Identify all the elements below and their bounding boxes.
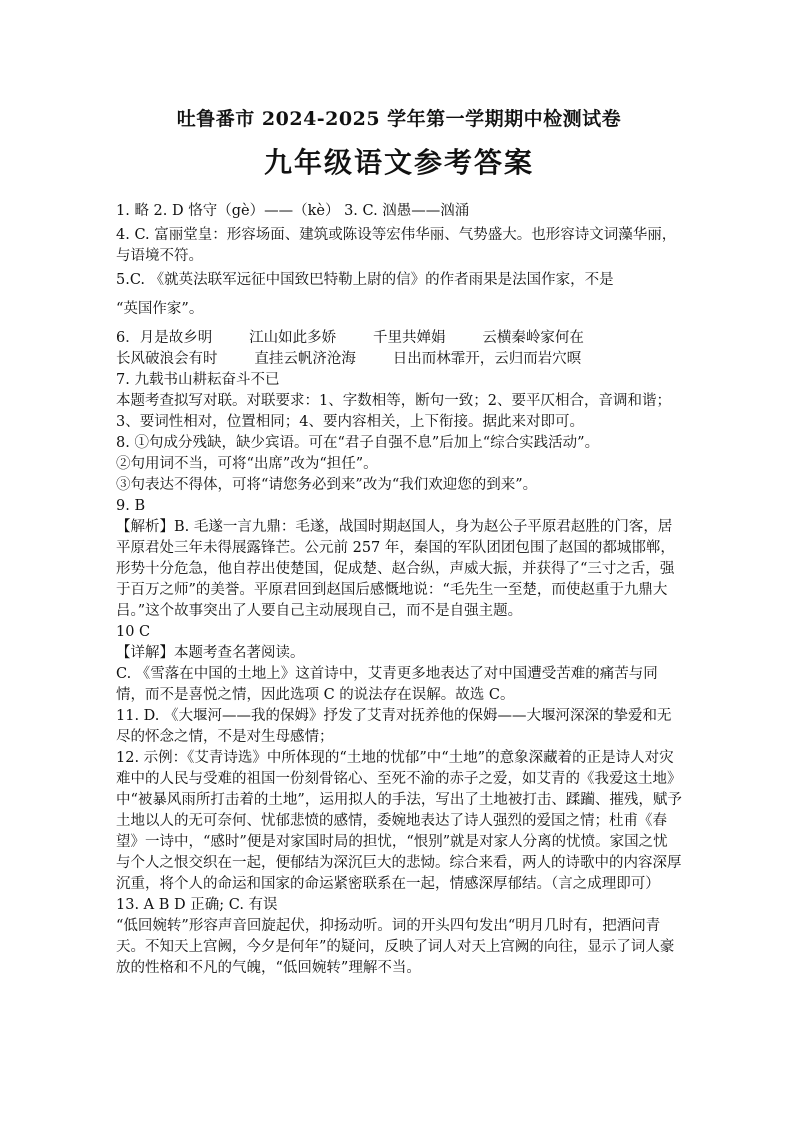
answer-7: 7. 九载书山耕耘奋斗不已 xyxy=(116,372,280,388)
answer-8-1: 8. ①句成分残缺，缺少宾语。可在“君子自强不息”后加上“综合实践活动”。 xyxy=(116,435,600,451)
answer-5: 5.C. 《就英法联军远征中国致巴特勒上尉的信》的作者雨果是法国作家，不是 xyxy=(116,272,614,288)
answer-11: 11. D. 《大堰河——我的保姆》抒发了艾青对抚养他的保姆——大堰河深深的挚爱和无尽的怀念之情，不是对生母感情； xyxy=(116,708,672,745)
answer-9: 9. B xyxy=(116,498,146,514)
answer-10-detail-label: 【详解】本题考查名著阅读。 xyxy=(116,645,305,661)
page-title: 九年级语文参考答案 xyxy=(263,146,534,179)
answer-12: 12. 示例：《艾青诗选》中所体现的“土地的忧郁”中“土地”的意象深藏着的正是诗人对灾难中的人民与受难的祖国一份刻骨铭心、至死不渝的赤子之爱，如艾青的《我爱这土地》中“被暴风雨所打击着的土地”，运用拟人的手法，写出了土地被打击、蹂躏、摧残，赋予土地以人的无可奈何、忧郁悲愤的感情，委婉地表达了诗人强烈的爱国之情；杜甫《春望》一诗中，“感时”便是对家国时局的担忧，“恨别”就是对家人分离的忧愤。家国之忧与个人之恨交织在一起，便郁结为深沉巨大的悲恸。综合来看，两人的诗歌中的内容深厚沉重，将个人的命运和国家的命运紧密联系在一起，情感深厚郁结。（言之成理即可） xyxy=(116,750,682,892)
answer-4: 4. C. 富丽堂皇：形容场面、建筑或陈设等宏伟华丽、气势盛大。也形容诗文词藻华丽，与语境不符。 xyxy=(116,227,677,264)
exam-title: 吐鲁番市 2024-2025 学年第一学期期中检测试卷 xyxy=(176,108,622,130)
answer-7-explain: 本题考查拟写对联。对联要求：1、字数相等，断句一致；2、要平仄相合，音调和谐；3、要词性相对，位置相同；4、要内容相关，上下衔接。据此来对即可。 xyxy=(116,393,671,430)
answer-10: 10 C xyxy=(116,624,151,640)
answer-6-line1: 6．月是故乡明 江山如此多娇 千里共婵娟 云横秦岭家何在 xyxy=(116,330,584,346)
answer-5-cont: “英国作家”。 xyxy=(116,301,204,317)
answer-8-2: ②句用词不当，可将“出席”改为“担任”。 xyxy=(116,456,378,472)
answer-9-analysis: 【解析】B. 毛遂一言九鼎：毛遂，战国时期赵国人，身为赵公子平原君赵胜的门客，居平原君处三年未得展露锋芒。公元前 257 年，秦国的军队团团包围了赵国的都城邯郸，形势十分危急，他自荐出使楚国，促成楚、赵合纵，声威大振，并获得了“三寸之舌，强于百万之师”的美誉。平原君回到赵国后感慨地说：“毛先生一至楚，而使赵重于九鼎大吕。”这个故事突出了人要自己主动展现自己，而不是自强主题。 xyxy=(116,519,675,619)
answer-6-line2: 长风破浪会有时 直挂云帆济沧海 日出而林霏开，云归而岩穴暝 xyxy=(116,351,582,367)
answer-10-detail: C. 《雪落在中国的土地上》这首诗中，艾青更多地表达了对中国遭受苦难的痛苦与同情，而不是喜悦之情，因此选项 C 的说法存在误解。故选 C。 xyxy=(116,666,658,703)
answer-13: 13. A B D 正确; C. 有误 xyxy=(116,897,278,913)
answer-1-3: 1. 略 2. D 恪守（gè）——（kè） 3. C. 汹愚——汹涌 xyxy=(116,203,470,219)
answer-13-explain: “低回婉转”形容声音回旋起伏，抑扬动听。词的开头四句发出“明月几时有，把酒问青天。不知天上宫阙，今夕是何年”的疑问，反映了词人对天上宫阙的向往，显示了词人豪放的性格和不凡的气魄，“低回婉转”理解不当。 xyxy=(116,918,675,976)
answer-sheet xyxy=(116,104,682,979)
answer-8-3: ③句表达不得体，可将“请您务必到来”改为“我们欢迎您的到来”。 xyxy=(116,477,538,493)
